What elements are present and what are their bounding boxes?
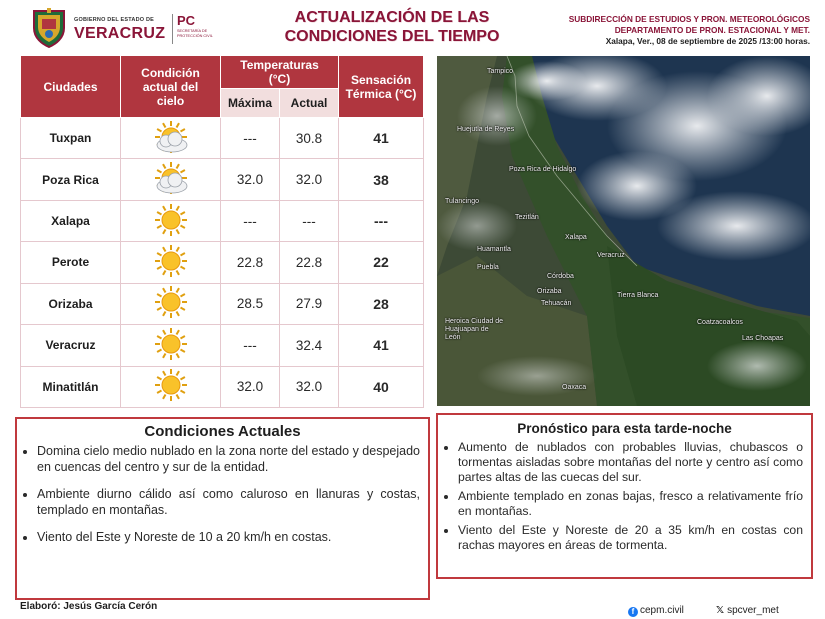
map-label: Xalapa xyxy=(565,234,587,241)
thermal-sensation: 41 xyxy=(339,325,424,366)
temp-max: 32.0 xyxy=(221,366,280,407)
thermal-sensation: 28 xyxy=(339,283,424,324)
map-label: Veracruz xyxy=(597,252,625,259)
sky-condition xyxy=(121,118,221,159)
city-name: Orizaba xyxy=(21,283,121,324)
facebook-handle: cepm.civil xyxy=(640,605,684,616)
map-label: Tierra Blanca xyxy=(617,292,659,299)
city-name: Veracruz xyxy=(21,325,121,366)
issue-date: Xalapa, Ver., 08 de septiembre de 2025 /13:00 horas. xyxy=(605,36,810,46)
issuer-info xyxy=(515,14,810,47)
satellite-image xyxy=(437,56,810,406)
map-label: Tulancingo xyxy=(445,198,479,205)
thermal-sensation: 41 xyxy=(339,118,424,159)
map-label: Puebla xyxy=(477,264,499,271)
government-logo xyxy=(30,8,230,50)
pc-logo: PC xyxy=(177,13,196,28)
table-row xyxy=(21,325,424,366)
temp-current: 27.9 xyxy=(280,283,339,324)
sky-condition xyxy=(121,242,221,283)
table-row xyxy=(21,283,424,324)
sky-condition xyxy=(121,366,221,407)
x-handle: spcver_met xyxy=(727,605,779,616)
list-item: • Ambiente templado en zonas bajas, fresco a relativamente frío en montañas. xyxy=(458,489,803,519)
state-name: VERACRUZ xyxy=(74,25,166,42)
author-credit: Elaboró: Jesús García Cerón xyxy=(20,601,158,612)
sky-condition xyxy=(121,283,221,324)
map-label: Huamantla xyxy=(477,246,511,253)
partly-cloudy-icon xyxy=(151,183,191,198)
temp-max: 22.8 xyxy=(221,242,280,283)
map-label: Coatzacoalcos xyxy=(697,319,743,326)
sun-icon xyxy=(151,349,191,364)
sun-icon xyxy=(151,307,191,322)
table-row xyxy=(21,159,424,200)
satellite-map xyxy=(437,56,810,406)
issuer-subdirection: SUBDIRECCIÓN DE ESTUDIOS Y PRON. METEOROLÓGICOS xyxy=(568,14,810,24)
temp-max: --- xyxy=(221,325,280,366)
thermal-sensation: 22 xyxy=(339,242,424,283)
thermal-sensation: --- xyxy=(339,200,424,241)
temp-current: 32.4 xyxy=(280,325,339,366)
temp-max: 32.0 xyxy=(221,159,280,200)
map-label: Heroica Ciudad de Huajuapan de León xyxy=(445,318,503,341)
current-conditions-list xyxy=(17,443,428,545)
sky-condition xyxy=(121,159,221,200)
thermal-sensation: 40 xyxy=(339,366,424,407)
conditions-table xyxy=(20,55,424,408)
list-item: • Domina cielo medio nublado en la zona norte del estado y despejado en cuencas del centro y sur de la entidad. xyxy=(37,443,420,475)
thermal-sensation: 38 xyxy=(339,159,424,200)
sun-icon xyxy=(151,225,191,240)
sun-icon xyxy=(151,390,191,405)
logo-divider xyxy=(172,14,173,44)
temp-current: --- xyxy=(280,200,339,241)
city-name: Tuxpan xyxy=(21,118,121,159)
city-name: Xalapa xyxy=(21,200,121,241)
forecast-list xyxy=(438,440,811,553)
issuer-department: DEPARTAMENTO DE PRON. ESTACIONAL Y MET. xyxy=(614,25,810,35)
current-conditions-title: Condiciones Actuales xyxy=(144,423,301,440)
map-label: Tehuacán xyxy=(541,300,572,307)
city-name: Minatitlán xyxy=(21,366,121,407)
table-row xyxy=(21,200,424,241)
facebook-icon: f xyxy=(628,607,638,617)
table-row xyxy=(21,118,424,159)
title-line-1: ACTUALIZACIÓN DE LAS xyxy=(294,9,490,26)
city-name: Perote xyxy=(21,242,121,283)
temp-max: --- xyxy=(221,200,280,241)
header-current: Actual xyxy=(280,89,339,118)
header-max: Máxima xyxy=(221,89,280,118)
map-label: Tampico xyxy=(487,68,514,75)
table-row xyxy=(21,366,424,407)
current-conditions-box xyxy=(15,417,430,600)
map-label: Oaxaca xyxy=(562,384,587,391)
list-item: • Viento del Este y Noreste de 10 a 20 km/h en costas. xyxy=(37,529,420,545)
map-label: Las Choapas xyxy=(742,335,784,342)
list-item: • Viento del Este y Noreste de 20 a 35 km/h en costas con rachas mayores en áreas de tormenta. xyxy=(458,523,803,553)
temp-max: 28.5 xyxy=(221,283,280,324)
x-icon: 𝕏 xyxy=(716,605,725,616)
sky-condition xyxy=(121,325,221,366)
header-condition: Condición actual del cielo xyxy=(121,56,221,118)
forecast-title: Pronóstico para esta tarde-noche xyxy=(517,421,732,436)
map-label: Tezitlán xyxy=(515,214,539,221)
facebook-link[interactable] xyxy=(628,605,684,617)
cloudy-sun-icon xyxy=(151,142,191,157)
temp-current: 32.0 xyxy=(280,366,339,407)
map-label: Poza Rica de Hidalgo xyxy=(509,166,577,173)
forecast-box xyxy=(436,413,813,579)
sun-icon xyxy=(151,266,191,281)
map-label: Córdoba xyxy=(547,273,574,280)
pc-agency-name: SECRETARÍA DE PROTECCIÓN CIVIL xyxy=(177,29,213,38)
page-title xyxy=(268,8,516,46)
city-name: Poza Rica xyxy=(21,159,121,200)
veracruz-shield-icon xyxy=(30,8,68,48)
header-city: Ciudades xyxy=(21,56,121,118)
map-label: Orizaba xyxy=(537,288,562,295)
sky-condition xyxy=(121,200,221,241)
temp-current: 32.0 xyxy=(280,159,339,200)
temp-max: --- xyxy=(221,118,280,159)
table-row xyxy=(21,242,424,283)
header-temperatures: Temperaturas (°C) xyxy=(221,56,339,89)
list-item: • Ambiente diurno cálido así como caluroso en llanuras y costas, templado en montañas. xyxy=(37,486,420,518)
temp-current: 30.8 xyxy=(280,118,339,159)
header-sensation: Sensación Térmica (°C) xyxy=(339,56,424,118)
x-link[interactable] xyxy=(716,605,779,616)
temp-current: 22.8 xyxy=(280,242,339,283)
list-item: • Aumento de nublados con probables lluvias, chubascos o tormentas aisladas sobre montañas del norte y centro así como partes altas de las cuecas del sur. xyxy=(458,440,803,485)
government-label: GOBIERNO DEL ESTADO DE xyxy=(74,17,154,23)
map-label: Huejutla de Reyes xyxy=(457,126,515,133)
title-line-2: CONDICIONES DEL TIEMPO xyxy=(284,28,500,45)
